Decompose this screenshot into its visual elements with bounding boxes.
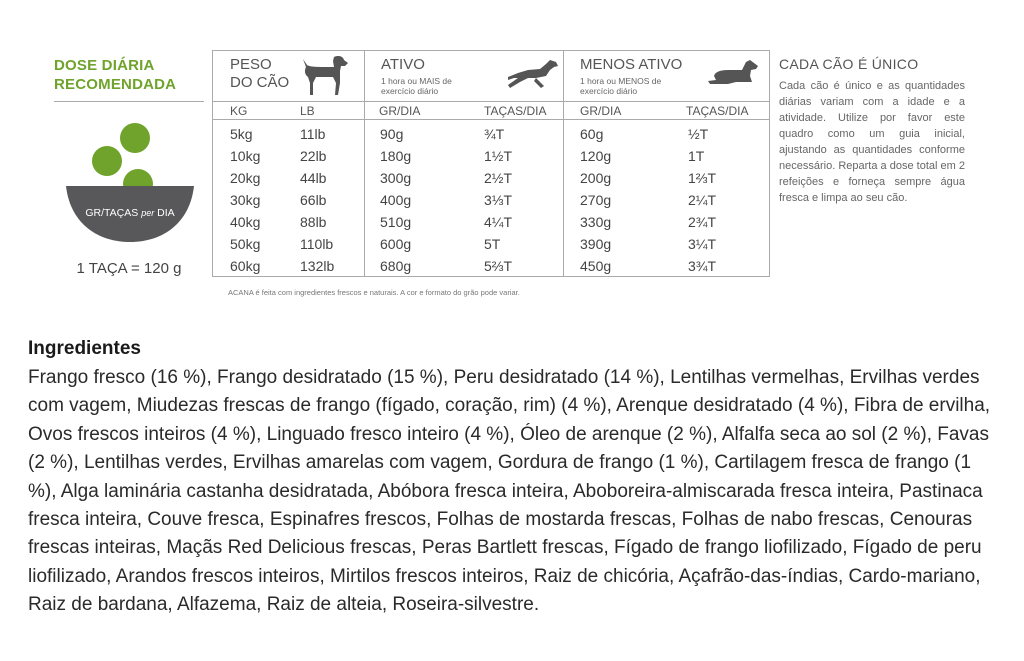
divider [54,101,204,102]
weight-column-title [230,56,289,92]
footnote: ACANA é feita com ingredientes frescos e naturais. A cor e formato do grão pode variar. [228,288,520,297]
cell-kg: 20kg [230,170,261,186]
cell-less-gr: 120g [580,148,612,164]
cell-active-cups: 5T [484,236,501,252]
cell-lb: 11lb [300,126,326,142]
cell-less-gr: 270g [580,192,612,208]
ingredients-heading: Ingredientes [28,338,141,359]
cell-active-gr: 400g [380,192,412,208]
cell-less-gr: 330g [580,214,612,230]
subheader-lb: LB [300,104,315,118]
cell-less-cups: ½T [688,126,709,142]
cell-kg: 50kg [230,236,261,252]
active-column-title: ATIVO [381,56,425,73]
cell-less-gr: 450g [580,258,612,274]
cell-active-cups: 1½T [484,148,513,164]
cell-less-gr: 60g [580,126,604,142]
cell-less-cups: 2¼T [688,192,717,208]
column-divider [563,50,564,277]
bowl-icon [60,118,200,248]
running-dog-icon [506,56,560,92]
daily-dose-title-line2: RECOMENDADA [54,76,177,93]
cell-less-cups: 1T [688,148,705,164]
cell-lb: 44lb [300,170,327,186]
kibble-dot [92,146,122,176]
cell-active-cups: 4¼T [484,214,513,230]
subheader-less-cups: TAÇAS/DIA [686,104,749,118]
cell-less-gr: 200g [580,170,612,186]
daily-dose-title-line1: DOSE DIÁRIA [54,57,155,74]
daily-dose-title [54,56,176,94]
cell-less-cups: 3¾T [688,258,717,274]
cell-active-gr: 600g [380,236,412,252]
less-active-sub-line1: 1 hora ou MENOS de [580,76,662,86]
cell-active-gr: 180g [380,148,412,164]
weight-title-line2: DO CÃO [230,74,290,91]
cell-less-cups: 1⅔T [688,170,717,186]
column-divider [364,50,365,277]
cell-active-gr: 510g [380,214,412,230]
bowl-label: GR/TAÇAS per DIA [85,207,175,219]
weight-title-line1: PESO [230,56,272,73]
cell-lb: 88lb [300,214,327,230]
resting-dog-icon [706,58,760,88]
cell-less-gr: 390g [580,236,612,252]
subheader-divider [212,119,770,120]
cell-less-cups: 2¾T [688,214,717,230]
subheader-kg: KG [230,104,248,118]
less-active-column-subtitle [580,76,661,96]
cell-kg: 60kg [230,258,261,274]
subheader-active-gr: GR/DIA [379,104,421,118]
header-divider [212,101,770,102]
cell-less-cups: 3¼T [688,236,717,252]
cell-kg: 10kg [230,148,261,164]
cell-lb: 132lb [300,258,335,274]
cell-active-gr: 680g [380,258,412,274]
note-body: Cada cão é único e as quantidades diárias variam com a idade e a atividade. Utilize por favor este quadro como um guia inicial, ajustando as quantidades conforme necessário. Reparta a dose total em 2 refeições e forneça sempre água fresca e limpa ao seu cão. [779,80,965,204]
kibble-dot [120,123,150,153]
cell-active-cups: ¾T [484,126,505,142]
bowl-illustration [60,118,200,248]
subheader-active-cups: TAÇAS/DIA [484,104,547,118]
cell-lb: 110lb [300,236,334,252]
subheader-less-gr: GR/DIA [580,104,622,118]
less-active-sub-line2: exercício diário [580,86,638,96]
cell-kg: 40kg [230,214,261,230]
cell-kg: 30kg [230,192,261,208]
cell-lb: 66lb [300,192,327,208]
active-sub-line2: exercício diário [381,86,439,96]
standing-dog-icon [298,53,350,97]
cell-active-cups: 3⅓T [484,192,513,208]
cup-equivalence: 1 TAÇA = 120 g [76,260,182,277]
cell-lb: 22lb [300,148,327,164]
cell-active-cups: 2½T [484,170,513,186]
cell-active-gr: 300g [380,170,412,186]
ingredients-text: Frango fresco (16 %), Frango desidratado (15 %), Peru desidratado (14 %), Lentilhas vermelhas, Ervilhas verdes com vagem, Miudezas frescas de frango (fígado, coração, rim) (4 %), Arenque desidratado (4 %), Fibra de ervilha, Ovos frescos inteiros (4 %), Linguado fresco inteiro (4 %), Óleo de arenque (2 %), Alfalfa seca ao sol (2 %), Favas (2 %), Lentilhas verdes, Ervilhas amarelas com vagem, Gordura de frango (1 %), Cartilagem fresca de frango (1 %), Alga laminária castanha desidratada, Abóbora fresca inteira, Aboboreira-almiscarada fresca inteira, Pastinaca fresca inteira, Couve fresca, Espinafres frescos, Folhas de mostarda frescas, Folhas de nabo frescas, Cenouras frescas inteiras, Maçãs Red Delicious frescas, Peras Bartlett frescas, Fígado de frango liofilizado, Fígado de peru liofilizado, Arandos frescos inteiros, Mirtilos frescos inteiros, Raiz de chicória, Açafrão-das-índias, Cardo-mariano, Raiz de bardana, Alfazema, Raiz de alteia, Roseira-silvestre. [28,367,991,616]
active-sub-line1: 1 hora ou MAIS de [381,76,452,86]
note-title: CADA CÃO É ÚNICO [779,56,919,72]
cell-active-gr: 90g [380,126,404,142]
less-active-column-title: MENOS ATIVO [580,56,683,73]
active-column-subtitle [381,76,452,96]
cell-active-cups: 5⅔T [484,258,513,274]
cell-kg: 5kg [230,126,253,142]
